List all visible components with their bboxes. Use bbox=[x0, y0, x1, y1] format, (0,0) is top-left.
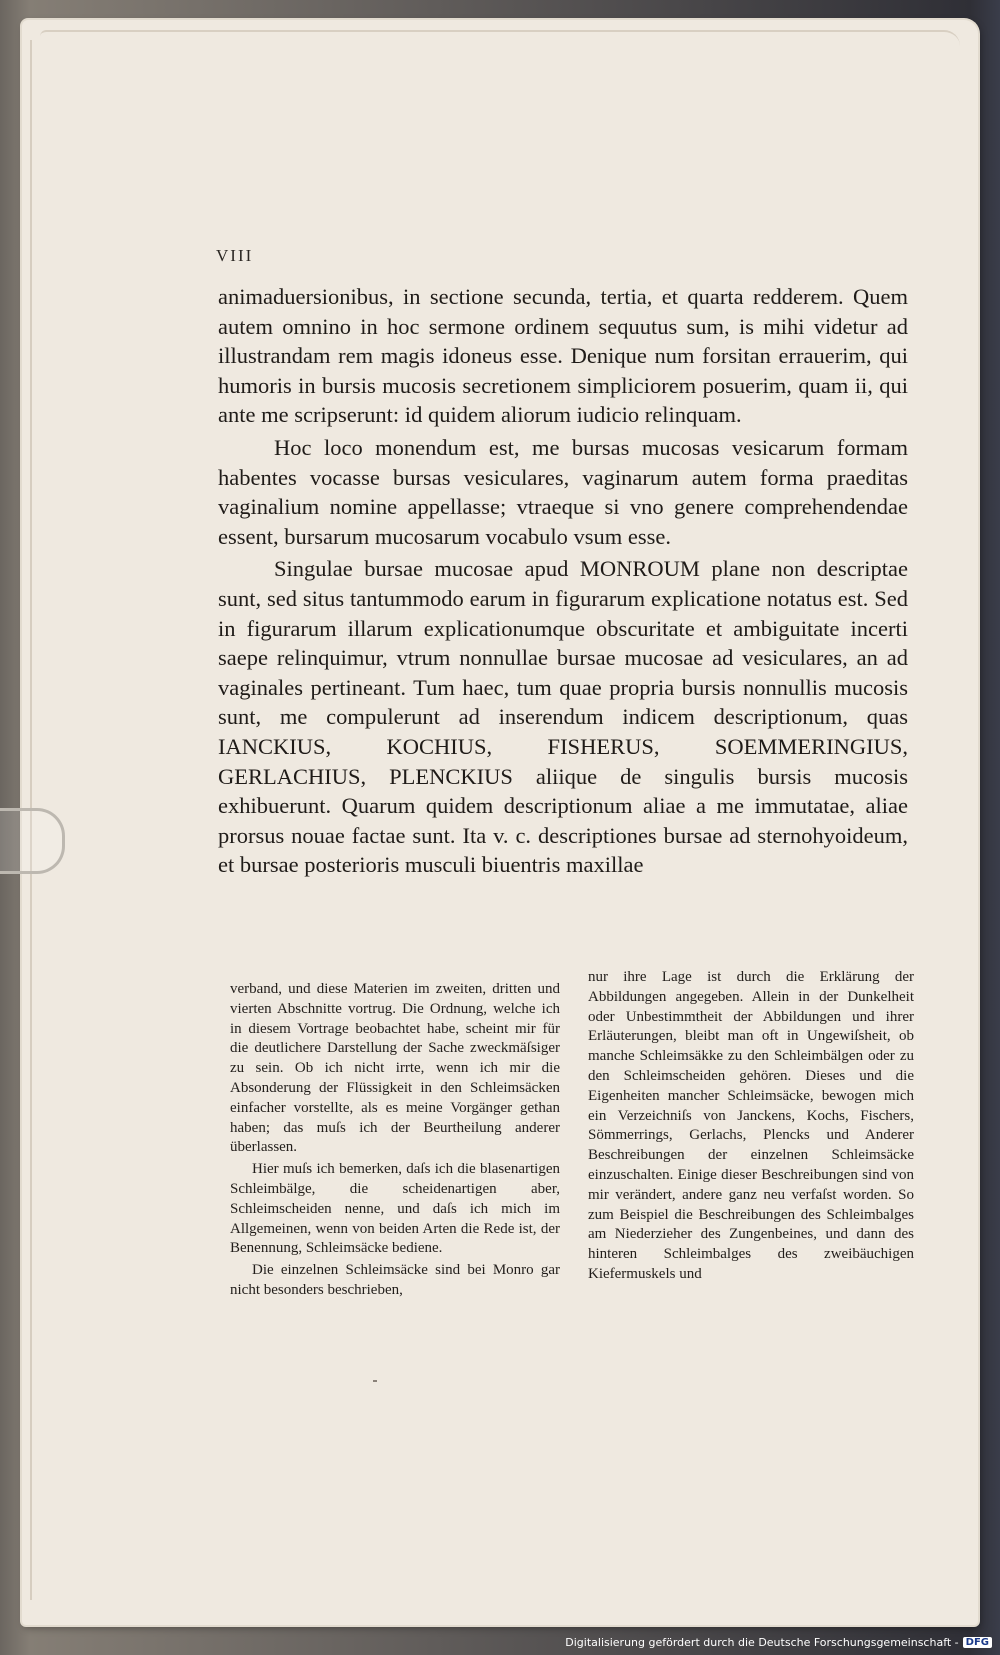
dfg-logo-icon: DFG bbox=[963, 1637, 992, 1648]
german-right-paragraph-1: nur ihre Lage ist durch die Erklärung der Abbildungen angegeben. Allein in der Dunkelheit oder Unbestimmtheit der Abbildungen und ihrer Erläuterungen, bleibt man oft in Ungewiſsheit, ob manche Schleimsäkke zu den Schleimbälgen oder zu den Schleimscheiden gehören. Dieses und die Eigenheiten mancher Schleimsäcke, bewogen mich ein Verzeichniſs von Janckens, Kochs, Fischers, Sömmerrings, Gerlachs, Plencks und Anderer Beschreibungen der einzelnen Schleimsäcke einzuschalten. Einige dieser Beschreibungen sind von mir verändert, andere ganz neu verfaſst worden. So zum Beispiel die Beschreibungen des Schleimbalges am Niederzieher des Zungenbeines, und dann des hinteren Schleimbalges des zweibäuchigen Kiefermuskels und bbox=[588, 969, 914, 1282]
latin-paragraph-3: Singulae bursae mucosae apud MONROUM plane non descriptae sunt, sed situs tantummodo earum in figurarum explicatione notatus est. Sed in figurarum illarum explicationumque obscuritate et ambiguitate incerti saepe relinquimur, vtrum nonnullae bursae mucosae ad vesiculares, an ad vaginales pertineant. Tum haec, tum quae propria bursis nonnullis mucosis sunt, me compulerunt ad inserendum indicem descriptionum, quas IANCKIUS, KOCHIUS, FISHERUS, SOEMMERINGIUS, GERLACHIUS, PLENCKIUS aliique de singulis bursis mucosis exhibuerunt. Quarum quidem descriptionum aliae a me immutatae, aliae prorsus nouae factae sunt. Ita v. c. descriptiones bursae ad sternohyoideum, et bursae posterioris musculi biuentris maxillae bbox=[218, 556, 908, 878]
latin-text-block bbox=[218, 282, 908, 880]
page-mark bbox=[373, 1380, 377, 1382]
german-column-right bbox=[588, 968, 914, 1285]
german-column-left bbox=[230, 980, 560, 1301]
paper-clip bbox=[0, 808, 65, 874]
page-edge-top bbox=[40, 30, 960, 46]
footer-text: Digitalisierung gefördert durch die Deutsche Forschungsgemeinschaft - bbox=[565, 1636, 959, 1649]
page-number: VIII bbox=[216, 246, 254, 265]
latin-paragraph-2: Hoc loco monendum est, me bursas mucosas vesicarum formam habentes vocasse bursas vesiculares, vaginarum autem forma praeditas vaginalium nomine appellasse; vtraeque si vno genere comprehendendae essent, bursarum mucosarum vocabulo vsum esse. bbox=[218, 434, 908, 549]
german-left-paragraph-2: Hier muſs ich bemerken, daſs ich die blasenartigen Schleimbälge, die scheidenartigen aber, Schleimscheiden nenne, und daſs ich mich im Allgemeinen, wenn von beiden Arten die Rede ist, der Benennung, Schleimsäcke bediene. bbox=[230, 1161, 560, 1257]
latin-paragraph-1: animaduersionibus, in sectione secunda, tertia, et quarta redderem. Quem autem omnino in hoc sermone ordinem sequutus sum, is mihi videtur ad illustrandam rem magis idoneus esse. Denique num forsitan errauerim, qui humoris in bursis mucosis secretionem simpliciorem posuerim, quam ii, qui ante me scripserunt: id quidem aliorum iudicio relinquam. bbox=[218, 284, 908, 428]
german-left-paragraph-3: Die einzelnen Schleimsäcke sind bei Monro gar nicht besonders beschrieben, bbox=[230, 1262, 560, 1298]
german-left-paragraph-1: verband, und diese Materien im zweiten, dritten und vierten Abschnitte vortrug. Die Ordnung, welche ich in diesem Vortrage beobachtet habe, scheint mir für die deutlichere Darstellung der Sache zweckmäſsiger zu sein. Ob ich nicht irrte, wenn ich mir die Absonderung der Flüssigkeit in den Schleimsäcken einfacher vorstellte, als es meine Vorgänger gethan haben; das muſs ich der Beurtheilung anderer überlassen. bbox=[230, 981, 560, 1156]
digitization-footer bbox=[565, 1636, 992, 1649]
